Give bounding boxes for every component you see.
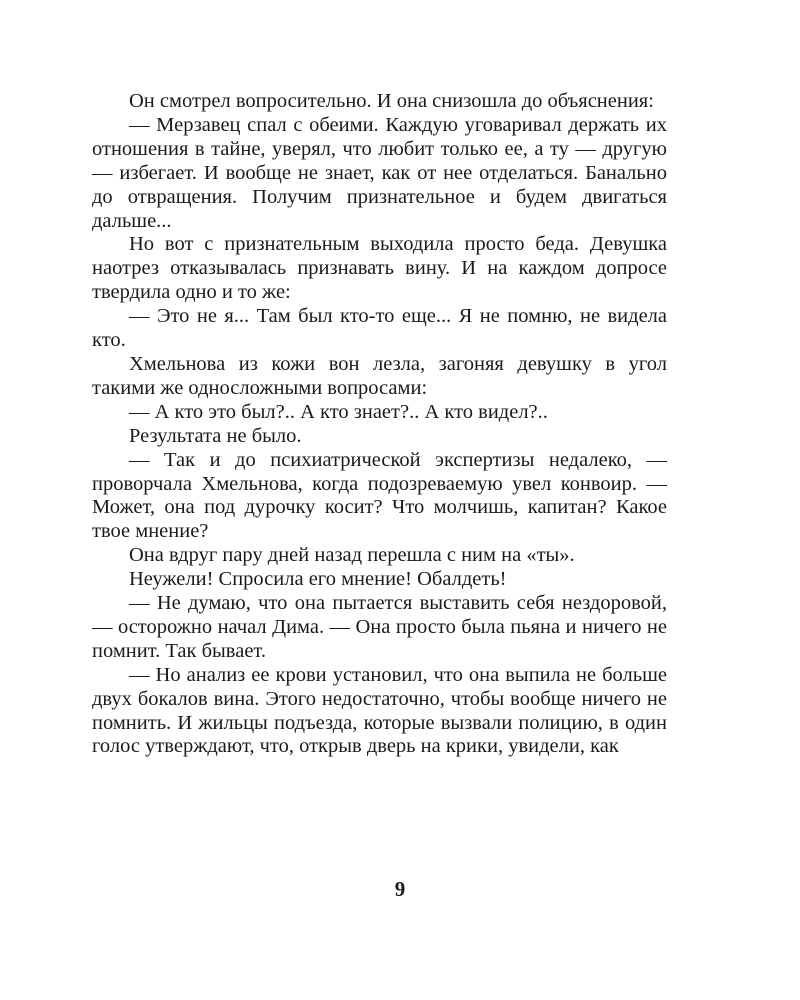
page-number: 9: [394, 877, 406, 901]
paragraph: — Но анализ ее крови установил, что она выпила не больше двух бокалов вина. Этого недостаточно, чтобы вообще ничего не помнить. И жильцы подъезда, которые вызвали полицию, в один голос утверждают, что, открыв дверь на крики, увидели, как: [92, 663, 667, 758]
paragraph: Он смотрел вопросительно. И она снизошла до объяснения:: [129, 90, 654, 112]
paragraph: Неужели! Спросила его мнение! Обалдеть!: [129, 568, 507, 591]
paragraph: — А кто это был?.. А кто знает?.. А кто видел?..: [129, 400, 548, 423]
paragraph: Но вот с признательным выходила просто беда. Девушка наотрез отказывалась признавать вину. И на каждом допросе твердила одно и то же:: [92, 233, 667, 304]
paragraph: — Так и до психиатрической экспертизы недалеко, — проворчала Хмельнова, когда подозреваемую увел конвоир. — Может, она под дурочку косит? Что молчишь, капитан? Какое твое мнение?: [92, 448, 667, 543]
paragraph: — Это не я... Там был кто-то еще... Я не помню, не видела кто.: [92, 305, 667, 352]
paragraph: — Мерзавец спал с обеими. Каждую уговаривал держать их отношения в тайне, уверял, что любит только ее, а ту — другую — избегает. И вообще не знает, как от нее отделаться. Банально до отвращения. Получим признательное и будем двигаться дальше...: [92, 113, 667, 232]
paragraph: Она вдруг пару дней назад перешла с ним на «ты».: [129, 544, 575, 567]
page-body: [92, 90, 667, 759]
paragraph: Результата не было.: [129, 424, 302, 447]
paragraph: — Не думаю, что она пытается выставить себя нездоровой, — осторожно начал Дима. — Она просто была пьяна и ничего не помнит. Так бывает.: [92, 592, 667, 662]
paragraph: Хмельнова из кожи вон лезла, загоняя девушку в угол такими же односложными вопросами:: [92, 352, 667, 399]
